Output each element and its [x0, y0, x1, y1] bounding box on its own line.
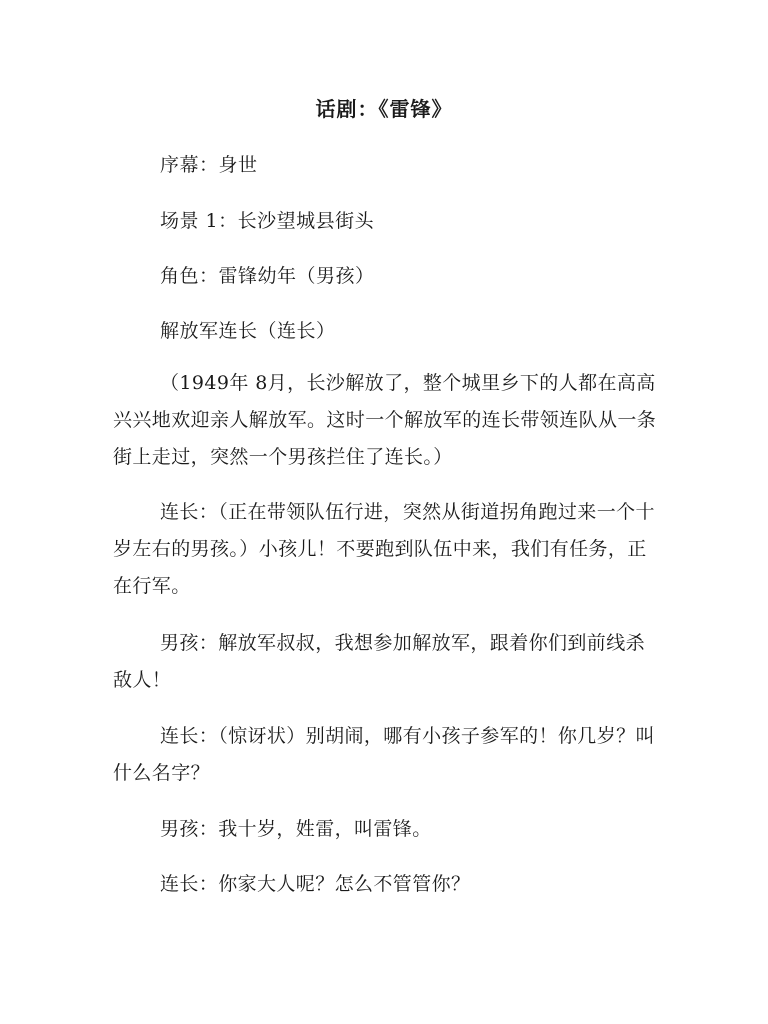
- scene-line: 场景 1：长沙望城县街头: [160, 210, 375, 232]
- dialogue-paragraph: 连长：（正在带领队伍行进，突然从街道拐角跑过来一个十岁左右的男孩。）小孩儿！不要跑到队伍中来，我们有任务，正在行军。: [113, 501, 655, 597]
- prologue-line: 序幕：身世: [160, 154, 258, 176]
- dialogue-paragraph: 连长：你家大人呢？怎么不管管你？: [160, 873, 471, 895]
- roles-line: 角色：雷锋幼年（男孩）: [160, 265, 375, 287]
- dialogue-paragraph: 连长：（惊讶状）别胡闹，哪有小孩子参军的！你几岁？叫什么名字？: [113, 725, 655, 784]
- stage-direction-paragraph: （1949年 8月，长沙解放了，整个城里乡下的人都在高高兴兴地欢迎亲人解放军。这时一个解放军的连长带领连队从一条街上走过，突然一个男孩拦住了连长。）: [113, 372, 657, 468]
- dialogue-paragraph: 男孩：我十岁，姓雷，叫雷锋。: [160, 818, 432, 840]
- document-title: 话剧：《雷锋》: [315, 97, 453, 121]
- role-commander-line: 解放军连长（连长）: [160, 320, 336, 342]
- dialogue-paragraph: 男孩：解放军叔叔，我想参加解放军，跟着你们到前线杀敌人！: [113, 632, 646, 691]
